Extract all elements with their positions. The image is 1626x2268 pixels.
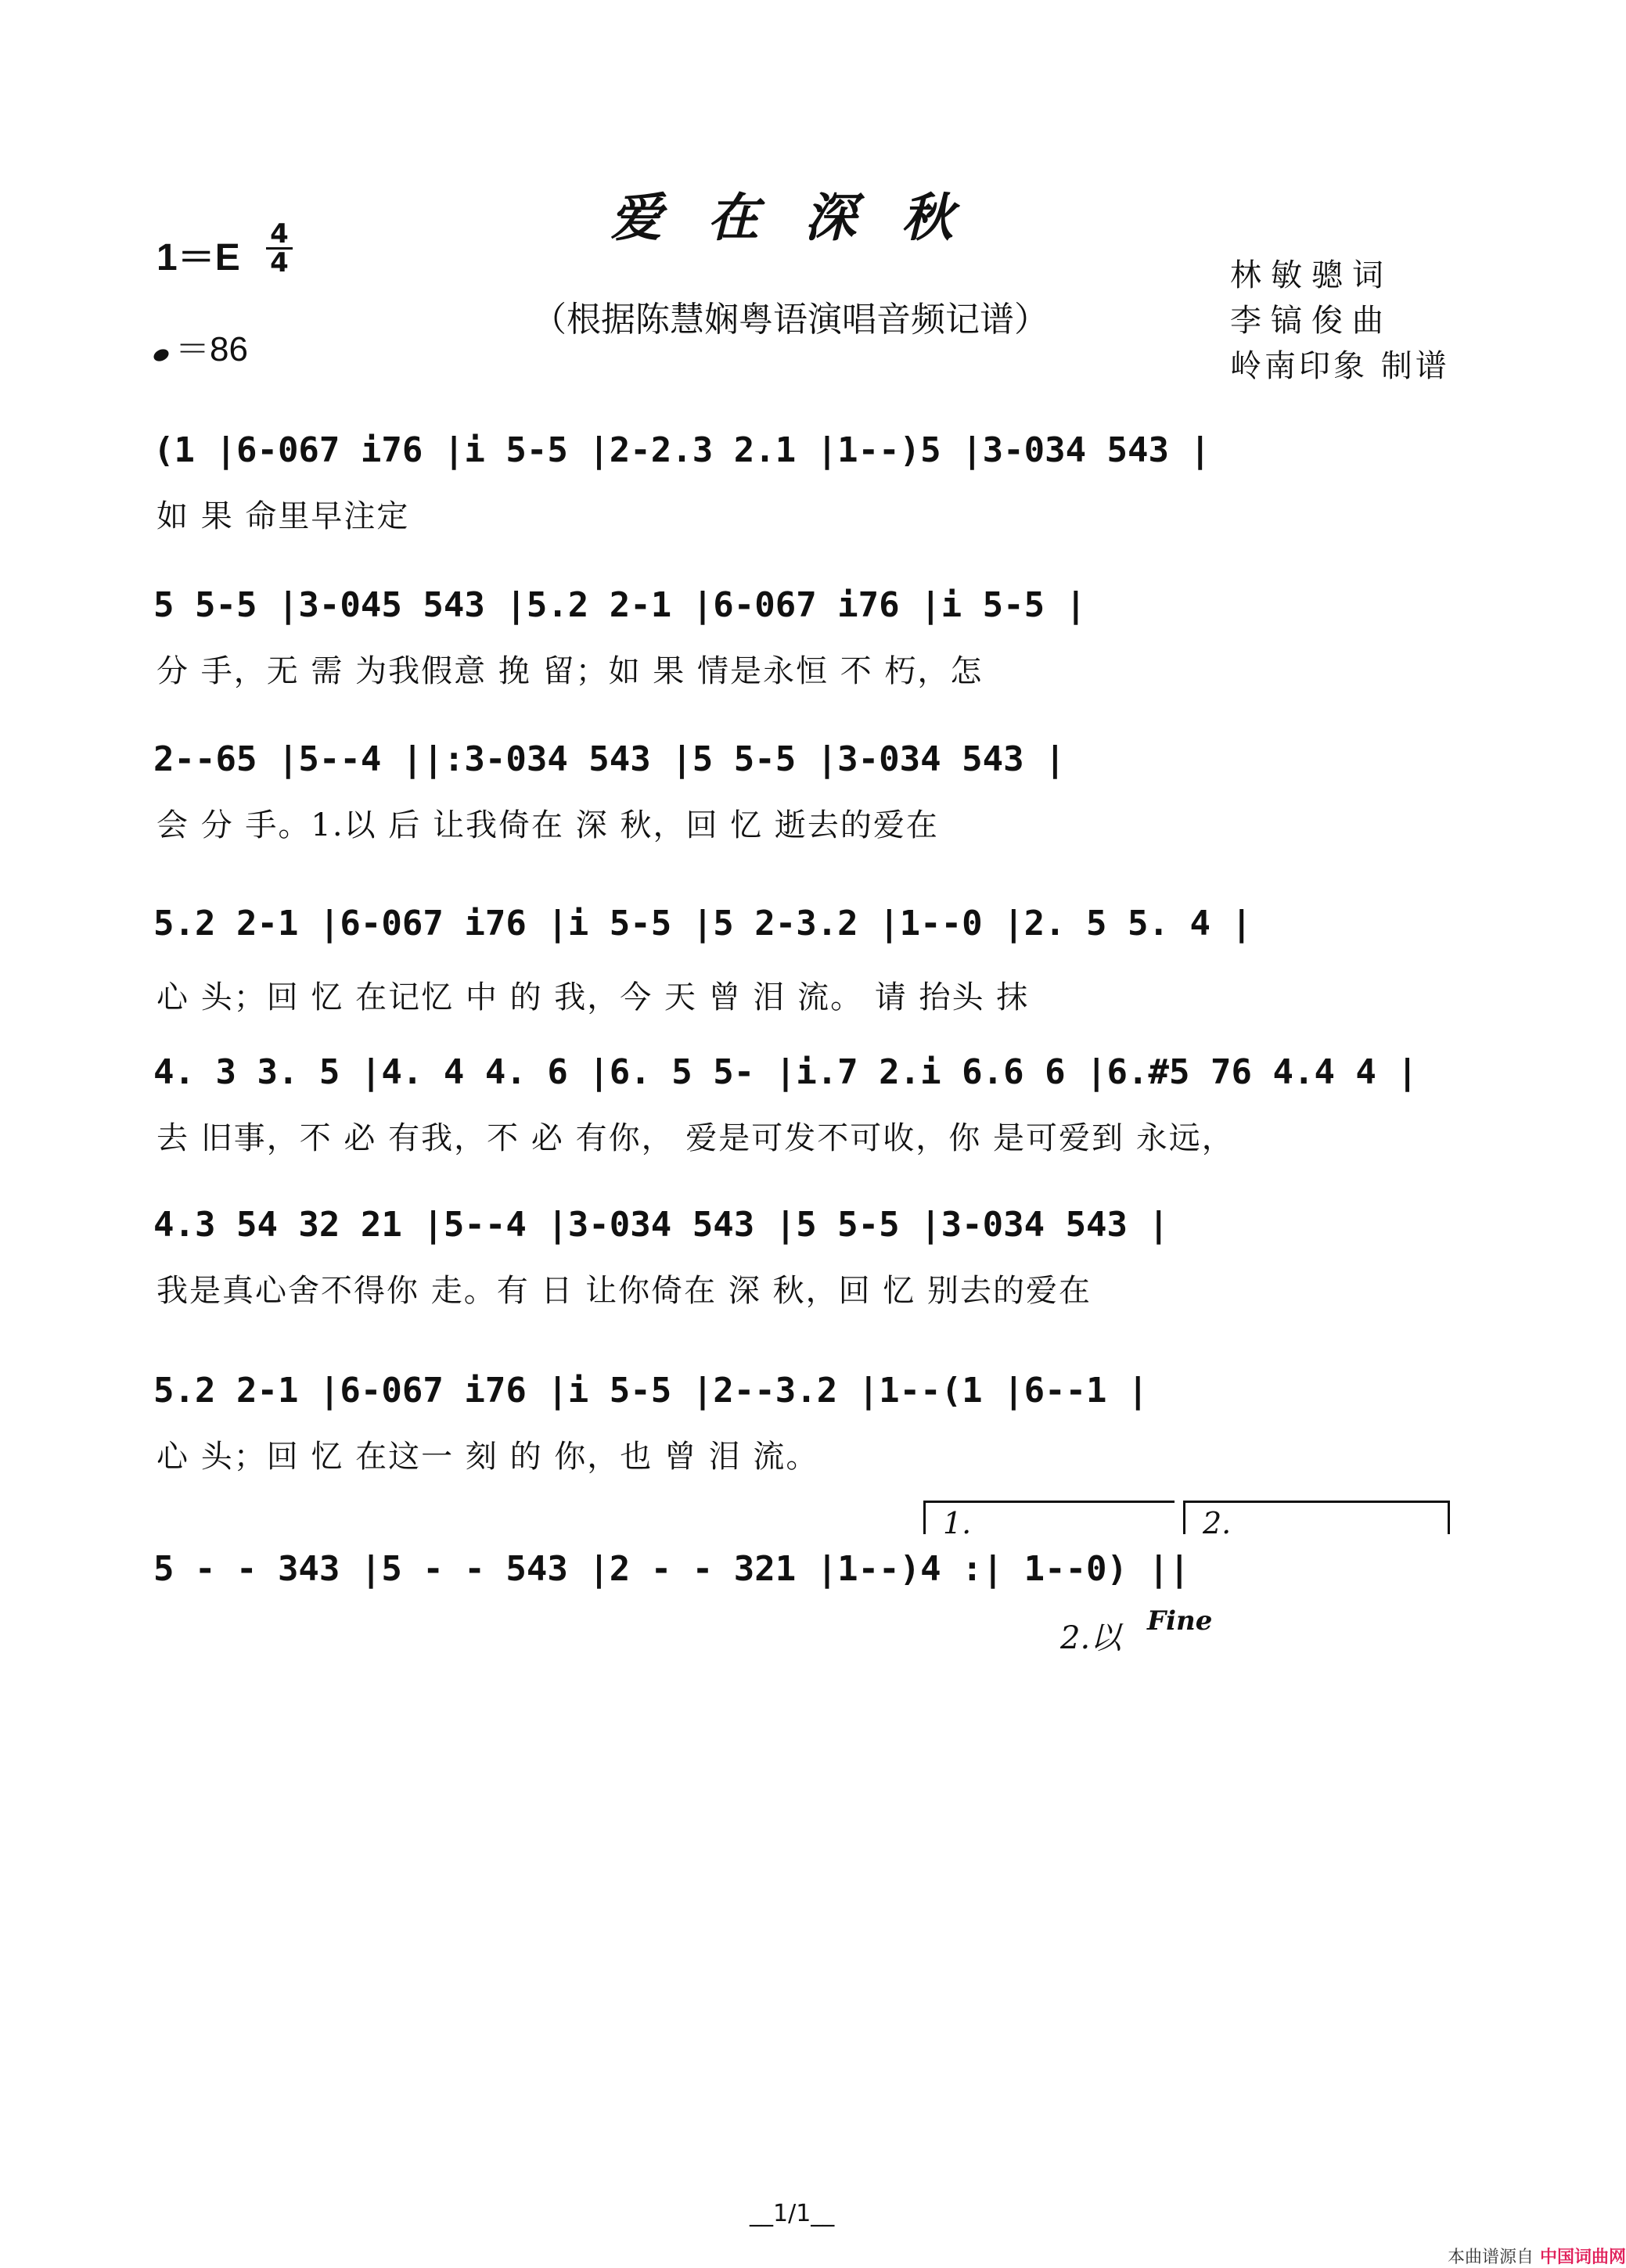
score-line-3-notes: 2--65 |5--4 ||:3-034 543 |5 5-5 |3-034 543 |	[153, 739, 1066, 779]
score-line-3-lyrics: 会 分 手。1.以 后 让我倚在 深 秋，回 忆 逝去的爱在	[156, 807, 939, 843]
score-line-4-lyrics: 心 头；回 忆 在记忆 中 的 我，今 天 曾 泪 流。 请 抬头 抹	[156, 979, 1030, 1015]
score-line-8-notes: 5 - - 343 |5 - - 543 |2 - - 321 |1--)4 :| 1--0) ||	[153, 1549, 1190, 1589]
time-signature	[266, 218, 293, 279]
page-number: __1/1__	[750, 2200, 835, 2227]
score-line-1-notes: (1 |6-067 i76 |i 5-5 |2-2.3 2.1 |1--)5 |3-034 543 |	[153, 430, 1211, 470]
score-line-5-lyrics: 去 旧事，不 必 有我，不 必 有你， 爱是可发不可收，你 是可爱到 永远，	[156, 1120, 1235, 1156]
second-ending-bracket	[1183, 1501, 1450, 1540]
time-signature-bottom: 4	[270, 247, 289, 279]
score-line-6-lyrics: 我是真心舍不得你 走。有 日 让你倚在 深 秋，回 忆 别去的爱在	[156, 1273, 1092, 1309]
time-signature-top: 4	[266, 221, 293, 250]
quarter-note-icon	[152, 347, 171, 363]
source-note	[1448, 2244, 1626, 2268]
fine-marking: Fine	[1147, 1605, 1213, 1637]
composer-credit: 李镐俊曲	[1230, 303, 1393, 339]
second-ending-label: 2.	[1203, 1506, 1232, 1540]
first-ending-bracket	[923, 1501, 1175, 1540]
score-line-5-notes: 4. 3 3. 5 |4. 4 4. 6 |6. 5 5- |i.7 2.i 6.6 6 |6.#5 76 4.4 4 |	[153, 1052, 1418, 1092]
second-verse-cue: 2.以	[1060, 1620, 1122, 1656]
transcriber-credit: 岭南印象 制谱	[1230, 348, 1450, 384]
tempo-value: ＝86	[175, 330, 248, 368]
source-site-name: 中国词曲网	[1540, 2248, 1626, 2267]
tempo-marking	[153, 321, 248, 371]
score-line-4-notes: 5.2 2-1 |6-067 i76 |i 5-5 |5 2-3.2 |1--0 |2. 5 5. 4 |	[153, 904, 1252, 944]
key-signature: 1＝E	[156, 237, 240, 279]
subtitle: （根据陈慧娴粤语演唱音频记谱）	[532, 300, 1049, 340]
first-ending-label: 1.	[943, 1506, 972, 1540]
score-line-2-lyrics: 分 手，无 需 为我假意 挽 留；如 果 情是永恒 不 朽，怎	[156, 653, 984, 689]
score-line-6-notes: 4.3 54 32 21 |5--4 |3-034 543 |5 5-5 |3-034 543 |	[153, 1205, 1170, 1245]
page-title: 爱在深秋	[610, 187, 998, 248]
lyricist-credit: 林敏骢词	[1230, 257, 1393, 293]
score-line-7-lyrics: 心 头；回 忆 在这一 刻 的 你，也 曾 泪 流。	[156, 1439, 819, 1475]
source-note-prefix: 本曲谱源自	[1448, 2248, 1534, 2267]
score-line-2-notes: 5 5-5 |3-045 543 |5.2 2-1 |6-067 i76 |i 5-5 |	[153, 585, 1087, 625]
score-line-1-lyrics: 如 果 命里早注定	[156, 498, 410, 534]
score-line-7-notes: 5.2 2-1 |6-067 i76 |i 5-5 |2--3.2 |1--(1 |6--1 |	[153, 1371, 1149, 1411]
